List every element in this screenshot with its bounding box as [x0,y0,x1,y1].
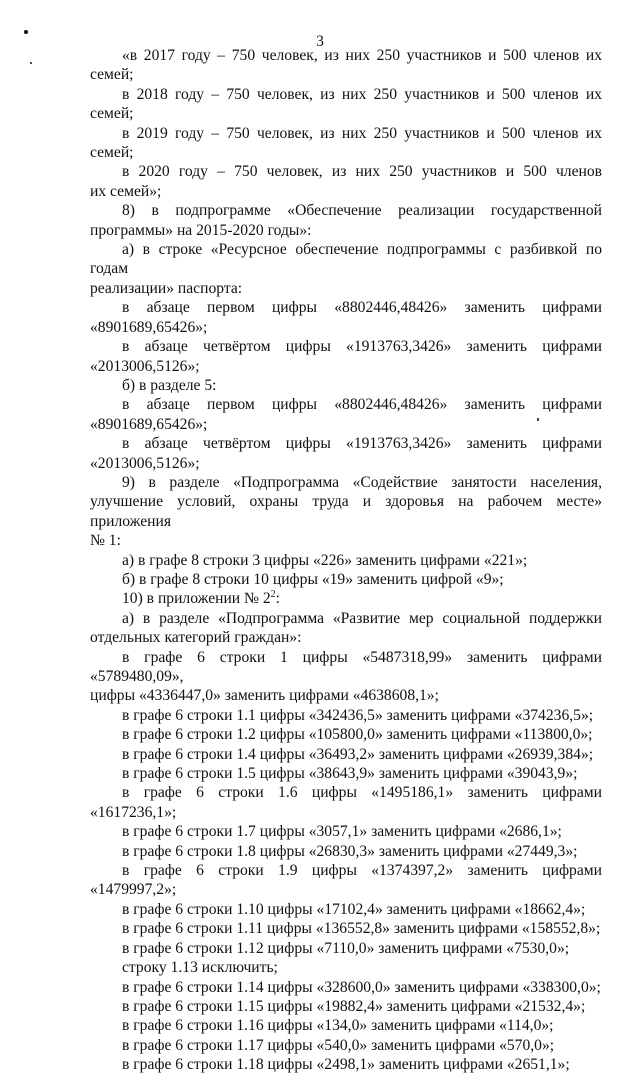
item-10-text: 10) в приложении № 2 [122,590,271,608]
item-8a-para1-line1: в абзаце первом цифры «8802446,48426» заменить цифрами [122,299,602,317]
item-9-line3: № 1: [90,532,121,550]
item-8b-para4-line1: в абзаце четвёртом цифры «1913763,3426» заменить цифрами [122,435,602,453]
item-8b-para4-line2: «2013006,5126»; [90,454,200,472]
item-9-line1: 9) в разделе «Подпрограмма «Содействие занятости населения, [122,473,602,491]
paragraph-2019: в 2019 году – 750 человек, из них 250 участников и 500 членов их семей; [90,124,602,162]
row-1-10: в графе 6 строки 1.10 цифры «17102,4» заменить цифрами «18662,4»; [122,900,586,918]
row-1-8: в графе 6 строки 1.8 цифры «26830,3» заменить цифрами «27449,3»; [122,842,578,860]
document-body [90,46,602,1075]
item-8a-para4-line1: в абзаце четвёртом цифры «1913763,3426» заменить цифрами [122,338,602,356]
item-8a-para1-line2: «8901689,65426»; [90,318,208,336]
item-9-line2: улучшение условий, охраны труда и здоровья на рабочем месте» приложения [90,493,602,530]
item-9a: а) в графе 8 строки 3 цифры «226» заменить цифрами «221»; [122,551,528,569]
item-8a-line2: реализации» паспорта: [90,279,243,297]
item-10a-line1: а) в разделе «Подпрограмма «Развитие мер социальной поддержки [122,609,602,627]
row-1-9: в графе 6 строки 1.9 цифры «1374397,2» заменить цифрами «1479997,2»; [90,862,602,899]
item-9b: б) в графе 8 строки 10 цифры «19» заменить цифрой «9»; [122,570,504,588]
row-1-4: в графе 6 строки 1.4 цифры «36493,2» заменить цифрами «26939,384»; [122,745,594,763]
item-8-line1: 8) в подпрограмме «Обеспечение реализации государственной [122,202,602,220]
item-8b-para1-line2: «8901689,65426»; [90,415,208,433]
item-8b: б) в разделе 5: [122,376,217,394]
item-8b-para1-line1: в абзаце первом цифры «8802446,48426» заменить цифрами [122,396,602,414]
row-1-5: в графе 6 строки 1.5 цифры «38643,9» заменить цифрами «39043,9»; [122,765,578,783]
row-1-16: в графе 6 строки 1.16 цифры «134,0» заменить цифрами «114,0»; [122,1017,554,1035]
row-1-12: в графе 6 строки 1.12 цифры «7110,0» заменить цифрами «7530,0»; [122,939,570,957]
row-1-11: в графе 6 строки 1.11 цифры «136552,8» заменить цифрами «158552,8»; [122,920,601,938]
page-number: 3 [316,33,324,50]
row-1-6: в графе 6 строки 1.6 цифры «1495186,1» заменить цифрами «1617236,1»; [90,784,602,821]
row-1-17: в графе 6 строки 1.17 цифры «540,0» заменить цифрами «570,0»; [122,1036,555,1054]
row-1-13-removed: строку 1.13 исключить; [122,959,278,977]
item-8a-para4-line2: «2013006,5126»; [90,357,200,375]
scan-speck [30,62,32,64]
footnote-superscript: 2 [270,589,276,601]
paragraph-2017: «в 2017 году – 750 человек, из них 250 участников и 500 членов их семей; [90,47,602,84]
paragraph-2020-line1: в 2020 году – 750 человек, из них 250 участников и 500 членов [122,163,602,181]
row-1-line2: цифры «4336447,0» заменить цифрами «4638608,1»; [90,687,439,705]
item-8-line2: программы» на 2015-2020 годы»: [90,221,312,239]
row-1-15: в графе 6 строки 1.15 цифры «19882,4» заменить цифрами «21532,4»; [122,997,586,1015]
item-8a-line1: а) в строке «Ресурсное обеспечение подпрограммы с разбивкой по годам [90,241,602,278]
row-1-14: в графе 6 строки 1.14 цифры «328600,0» заменить цифрами «338300,0»; [122,978,601,996]
row-1-1: в графе 6 строки 1.1 цифры «342436,5» заменить цифрами «374236,5»; [122,706,594,724]
row-1-2: в графе 6 строки 1.2 цифры «105800,0» заменить цифрами «113800,0»; [122,726,593,744]
item-10 [90,589,602,608]
row-1-18: в графе 6 строки 1.18 цифры «2498,1» заменить цифрами «2651,1»; [122,1056,570,1074]
item-10a-line2: отдельных категорий граждан»: [90,629,302,647]
item-10-colon: : [275,590,280,608]
row-1-line1: в графе 6 строки 1 цифры «5487318,99» заменить цифрами «5789480,09», [90,648,602,685]
row-1-7: в графе 6 строки 1.7 цифры «3057,1» заменить цифрами «2686,1»; [122,823,562,841]
paragraph-2020-line2: их семей»; [90,182,162,200]
paragraph-2018: в 2018 году – 750 человек, из них 250 участников и 500 членов их семей; [90,85,602,123]
